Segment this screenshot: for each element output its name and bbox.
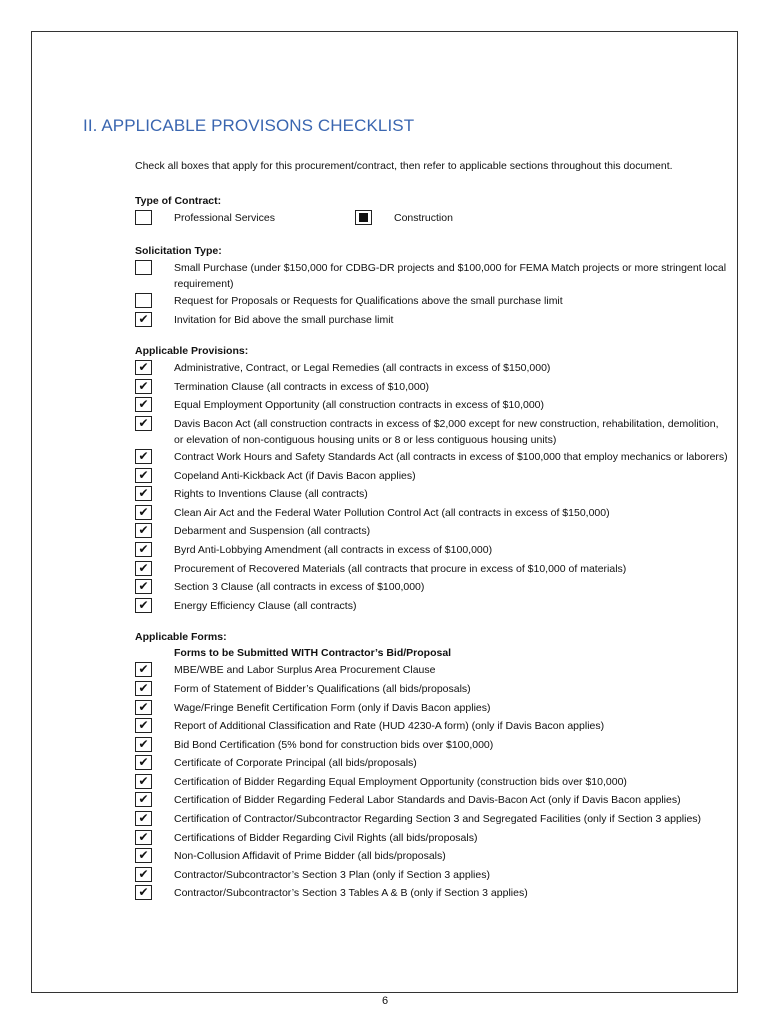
contract-option-label: Construction: [394, 212, 453, 224]
solicitation-type-title: Solicitation Type:: [135, 245, 222, 257]
checkbox[interactable]: ✔: [135, 505, 152, 520]
contract-option-label: Professional Services: [174, 212, 275, 224]
checklist-item-label: Certificate of Corporate Principal (all bids/proposals): [174, 757, 417, 770]
checklist-item[interactable]: [135, 829, 730, 848]
checklist-item-label: Davis Bacon Act (all construction contracts in excess of $2,000 except for new construction, rehabilitation, demolition, or elevation of non-contiguous housing units or 8 or less contiguous housing units): [174, 417, 719, 446]
forms-list: [135, 661, 730, 903]
checkbox[interactable]: ✔: [135, 598, 152, 613]
checklist-item[interactable]: [135, 884, 730, 903]
checklist-item[interactable]: [135, 415, 730, 448]
checklist-item-label: Certification of Bidder Regarding Equal Employment Opportunity (construction bids over $10,000): [174, 775, 627, 788]
checkbox[interactable]: ✔: [135, 397, 152, 412]
checklist-item[interactable]: [135, 467, 730, 486]
checklist-item-label: Procurement of Recovered Materials (all contracts that procure in excess of $10,000 of materials): [174, 562, 627, 575]
provisions-list: [135, 359, 730, 615]
checklist-item[interactable]: [135, 359, 730, 378]
checkbox[interactable]: ✔: [135, 449, 152, 464]
contract-option-construction[interactable]: [355, 209, 453, 226]
checklist-item[interactable]: [135, 754, 730, 773]
checklist-item-label: Wage/Fringe Benefit Certification Form (only if Davis Bacon applies): [174, 701, 491, 714]
checklist-item-label: Debarment and Suspension (all contracts): [174, 525, 371, 538]
checklist-item[interactable]: [135, 448, 730, 467]
checkbox[interactable]: ✔: [135, 811, 152, 826]
applicable-provisions-section: [135, 343, 730, 615]
checkbox[interactable]: [135, 293, 152, 308]
checklist-item[interactable]: [135, 736, 730, 755]
checklist-item-label: Certification of Bidder Regarding Federal Labor Standards and Davis-Bacon Act (only if Davis Bacon applies): [174, 794, 681, 807]
checkbox[interactable]: ✔: [135, 379, 152, 394]
checkbox[interactable]: ✔: [135, 662, 152, 677]
checklist-item[interactable]: [135, 396, 730, 415]
checkbox[interactable]: ✔: [135, 312, 152, 327]
section-heading: II. APPLICABLE PROVISONS CHECKLIST: [83, 116, 415, 135]
checkbox[interactable]: ✔: [135, 416, 152, 431]
checklist-item-label: Request for Proposals or Requests for Qualifications above the small purchase limit: [174, 295, 563, 307]
checklist-item[interactable]: [135, 378, 730, 397]
forms-subheading: Forms to be Submitted WITH Contractor’s Bid/Proposal: [174, 647, 452, 660]
checklist-item[interactable]: [135, 292, 730, 311]
checkbox-construction[interactable]: [355, 210, 372, 225]
type-of-contract-title: Type of Contract:: [135, 195, 222, 207]
checklist-item-label: Rights to Inventions Clause (all contracts): [174, 488, 368, 501]
checklist-item-label: Clean Air Act and the Federal Water Pollution Control Act (all contracts in excess of $150,000): [174, 506, 610, 519]
checklist-item[interactable]: [135, 597, 730, 616]
checklist-item[interactable]: [135, 866, 730, 885]
checklist-item[interactable]: [135, 717, 730, 736]
checklist-item-label: Contractor/Subcontractor’s Section 3 Tables A & B (only if Section 3 applies): [174, 887, 528, 900]
checklist-item-label: Certification of Contractor/Subcontractor Regarding Section 3 and Segregated Facilities (only if Section 3 applies): [174, 813, 702, 826]
checklist-item-label: Certifications of Bidder Regarding Civil Rights (all bids/proposals): [174, 831, 478, 844]
checklist-item[interactable]: [135, 560, 730, 579]
checklist-item-label: Administrative, Contract, or Legal Remedies (all contracts in excess of $150,000): [174, 362, 551, 375]
checkbox[interactable]: ✔: [135, 830, 152, 845]
checkbox[interactable]: ✔: [135, 792, 152, 807]
checklist-item-label: Copeland Anti-Kickback Act (if Davis Bacon applies): [174, 469, 416, 482]
checkbox[interactable]: ✔: [135, 867, 152, 882]
checklist-item[interactable]: [135, 578, 730, 597]
checklist-item-label: Non-Collusion Affidavit of Prime Bidder (all bids/proposals): [174, 850, 446, 863]
checklist-item[interactable]: [135, 847, 730, 866]
intro-text: Check all boxes that apply for this procurement/contract, then refer to applicable sections throughout this document.: [135, 160, 673, 172]
checklist-item[interactable]: [135, 522, 730, 541]
contract-options: [135, 209, 730, 229]
checklist-item-label: Termination Clause (all contracts in excess of $10,000): [174, 380, 430, 393]
checkbox[interactable]: ✔: [135, 579, 152, 594]
checklist-item-label: Energy Efficiency Clause (all contracts): [174, 599, 357, 612]
checklist-body: [135, 158, 730, 917]
checklist-item-label: Section 3 Clause (all contracts in excess of $100,000): [174, 581, 425, 594]
checkbox[interactable]: ✔: [135, 700, 152, 715]
checklist-item[interactable]: [135, 541, 730, 560]
checkbox[interactable]: ✔: [135, 848, 152, 863]
checkbox[interactable]: ✔: [135, 718, 152, 733]
checkbox[interactable]: ✔: [135, 774, 152, 789]
checklist-item-label: Form of Statement of Bidder’s Qualifications (all bids/proposals): [174, 682, 471, 695]
checklist-item-label: MBE/WBE and Labor Surplus Area Procurement Clause: [174, 664, 436, 677]
checkbox[interactable]: ✔: [135, 681, 152, 696]
checkbox[interactable]: ✔: [135, 737, 152, 752]
checklist-item[interactable]: [135, 485, 730, 504]
contract-option-professional[interactable]: [135, 209, 355, 226]
checklist-item[interactable]: [135, 810, 730, 829]
applicable-forms-title: Applicable Forms:: [135, 631, 227, 644]
checklist-item[interactable]: [135, 259, 730, 292]
checkbox[interactable]: ✔: [135, 561, 152, 576]
checklist-item[interactable]: [135, 680, 730, 699]
checklist-item[interactable]: [135, 773, 730, 792]
checklist-item[interactable]: [135, 791, 730, 810]
checkbox[interactable]: ✔: [135, 885, 152, 900]
checkbox[interactable]: ✔: [135, 468, 152, 483]
applicable-forms-section: [135, 629, 730, 903]
checklist-item[interactable]: [135, 311, 730, 330]
checklist-item-label: Byrd Anti-Lobbying Amendment (all contracts in excess of $100,000): [174, 543, 493, 556]
checklist-item-label: Contract Work Hours and Safety Standards Act (all contracts in excess of $100,000 that employ mechanics or laborers): [174, 450, 728, 463]
page-number: 6: [381, 995, 389, 1007]
checklist-item-label: Equal Employment Opportunity (all construction contracts in excess of $10,000): [174, 399, 545, 412]
checkbox-professional-services[interactable]: [135, 210, 152, 225]
applicable-provisions-title: Applicable Provisions:: [135, 345, 249, 358]
checkbox[interactable]: ✔: [135, 486, 152, 501]
solicitation-list: [135, 259, 730, 329]
checklist-item-label: Small Purchase (under $150,000 for CDBG-DR projects and $100,000 for FEMA Match projects or more stringent local requirement): [174, 262, 727, 290]
checkbox[interactable]: ✔: [135, 360, 152, 375]
solicitation-type-section: [135, 243, 730, 329]
checklist-item[interactable]: [135, 504, 730, 523]
checkbox[interactable]: ✔: [135, 755, 152, 770]
checklist-item-label: Bid Bond Certification (5% bond for construction bids over $100,000): [174, 738, 494, 751]
checklist-item[interactable]: [135, 699, 730, 718]
checkbox[interactable]: ✔: [135, 523, 152, 538]
type-of-contract-section: [135, 193, 730, 229]
checklist-item-label: Contractor/Subcontractor’s Section 3 Plan (only if Section 3 applies): [174, 868, 490, 881]
checkbox[interactable]: ✔: [135, 542, 152, 557]
checklist-item-label: Invitation for Bid above the small purchase limit: [174, 313, 394, 326]
checklist-item-label: Report of Additional Classification and Rate (HUD 4230-A form) (only if Davis Bacon applies): [174, 720, 605, 733]
checklist-item[interactable]: [135, 661, 730, 680]
checkbox[interactable]: [135, 260, 152, 275]
